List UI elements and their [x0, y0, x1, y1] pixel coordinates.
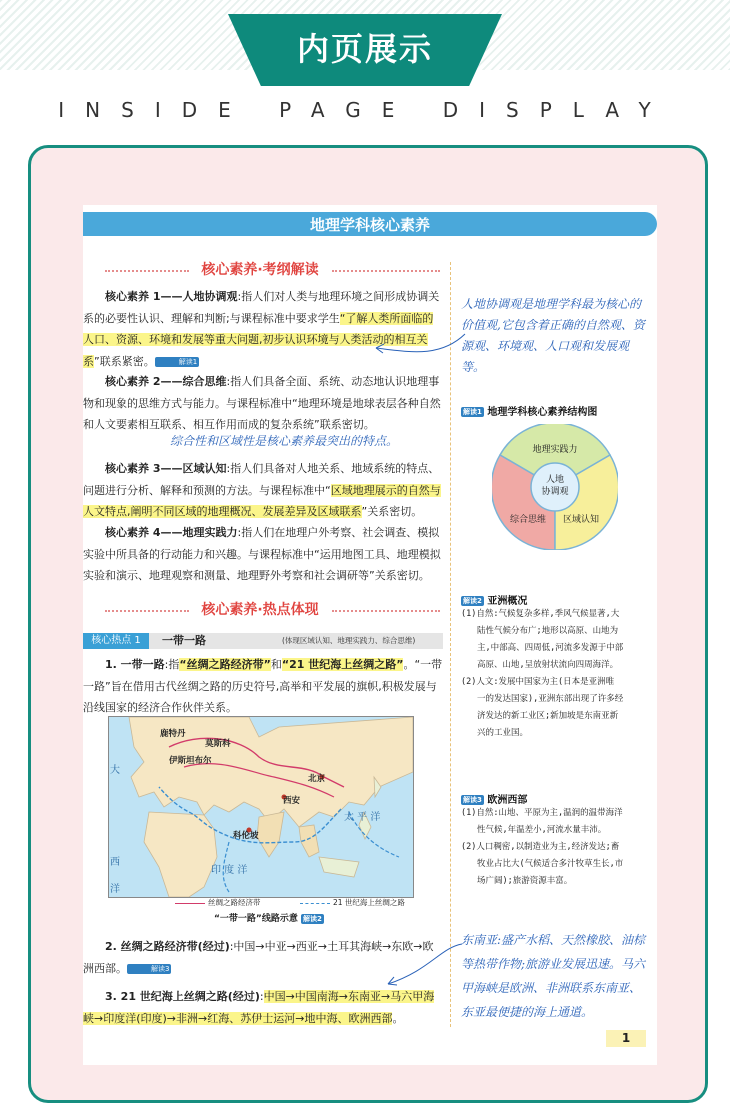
map-label-atlantic-1: 大 — [110, 765, 120, 776]
legend-land-label: 丝绸之路经济带 — [208, 898, 261, 907]
core-literacy-1: 核心素养 1——人地协调观:指人们对人类与地理环境之间形成协调关系的必要性认识、理解和判断;与课程标准中要求学生“了解人类所面临的人口、资源、环境和发展等重大问题,初步认识环境与人类活动的相互关系”联系紧密。 解读1 — [83, 290, 440, 368]
pie-center-label: 人地 协调观 — [541, 475, 569, 497]
core-literacy-3: 核心素养 3——区域认知:指人们具备对人地关系、地域系统的特点、问题进行分析、解释和预测的方法。与课程标准中“区域地理展示的自然与人文特点,阐明不同区域的地理概况、发展差异及区域联系”关系密切。 — [83, 462, 441, 518]
map-caption: “一带一路”线路示意 解读2 — [214, 914, 322, 924]
reading3-title: 解读3 欧洲西部 — [463, 795, 528, 806]
hot-topic-tags: (体现区域认知、地理实践力、综合思维) — [282, 636, 416, 645]
map-label-moscow: 莫斯科 — [205, 739, 231, 749]
dotted-rule — [332, 270, 440, 272]
chapter-banner-title: 地理学科核心素养 — [309, 216, 430, 234]
legend-sea-line — [300, 903, 330, 904]
reading1-title: 解读1 地理学科核心素养结构图 — [463, 407, 598, 418]
maritime-silk-road-route: 3. 21 世纪海上丝绸之路(经过):中国→中国南海→东南亚→马六甲海峡→印度洋(印度)→非洲→红海、苏伊士运河→地中海、欧洲西部。 — [83, 990, 435, 1025]
belt-road-map — [108, 716, 414, 898]
map-label-atlantic-3: 洋 — [110, 884, 120, 895]
belt-road-intro: 1. 一带一路:指“丝绸之路经济带”和“21 世纪海上丝绸之路”。“一带一路”旨在借用古代丝绸之路的历史符号,高举和平发展的旗帜,积极发展与沿线国家的经济合作伙伴关系。 — [83, 658, 443, 714]
header-subtitle: INSIDE PAGE DISPLAY — [58, 98, 672, 122]
map-label-istanbul: 伊斯坦布尔 — [169, 756, 212, 766]
note-arrow-1 — [370, 330, 470, 360]
section-title-2: 核心素养·热点体现 — [201, 602, 319, 618]
column-divider — [450, 262, 451, 1027]
dotted-rule — [105, 270, 189, 272]
pie-label-left: 综合思维 — [509, 515, 546, 525]
hot-topic-label: 核心热点 1 — [83, 633, 149, 649]
core-literacy-2: 核心素养 2——综合思维:指人们具备全面、系统、动态地认识地理事物和现象的思维方式与能力。与课程标准中“地理环境是地球表层各种自然和人文要素相互联系、相互作用而成的复杂系统”联系密切。 — [83, 375, 441, 431]
handwritten-note-center: 综合性和区域性是核心素养最突出的特点。 — [170, 434, 399, 448]
dotted-rule — [332, 610, 440, 612]
map-label-rotterdam: 鹿特丹 — [160, 729, 186, 739]
page-number: 1 — [606, 1030, 646, 1047]
reading-badge[interactable]: 解读3 — [127, 964, 171, 974]
reading2-title: 解读2 亚洲概况 — [463, 596, 528, 607]
handwritten-note-1: 人地协调观是地理学科最为核心的价值观,它包含着正确的自然观、资源观、环境观、人口观和发展观等。 — [461, 297, 645, 374]
map-graphic — [109, 717, 413, 897]
legend-land-line — [175, 903, 205, 904]
header-title: 内页展示 — [296, 30, 433, 68]
map-label-colombo: 科伦坡 — [233, 831, 259, 841]
reading-badge[interactable]: 解读2 — [463, 597, 482, 605]
legend-sea-label: 21 世纪海上丝绸之路 — [333, 898, 405, 907]
dotted-rule — [105, 610, 189, 612]
map-label-beijing: 北京 — [308, 774, 326, 784]
map-label-atlantic-2: 西 — [110, 857, 120, 868]
reading2-text: (1)自然:气候复杂多样,季风气候显著,大 陆性气候分布广;地形以高原、山地为 主,中部高、四周低,河流多发源于中部 高原、山地,呈放射状流向四周海洋。 (2)人文:发展中国家为主(日本是亚洲唯 一的发达国家),亚洲东部出现了许多经 济发达的新工业区;新加坡是东南亚新 兴的工业国。 — [461, 609, 624, 738]
reading-badge[interactable]: 解读1 — [463, 408, 482, 416]
reading-badge[interactable]: 解读3 — [463, 796, 482, 804]
reading-badge[interactable]: 解读1 — [155, 357, 199, 367]
map-label-pacific: 太 平 洋 — [344, 812, 381, 823]
map-label-indian: 印 度 洋 — [211, 865, 248, 876]
pie-label-top: 地理实践力 — [532, 445, 578, 455]
reading-badge[interactable]: 解读2 — [302, 914, 322, 923]
hot-topic-name: 一带一路 — [162, 634, 206, 647]
reading3-text: (1)自然:山地、平原为主,温润的温带海洋 性气候,年温差小,河流水量丰沛。 (2)人口稠密,以制造业为主,经济发达;畜 牧业占比大(气候适合多汁牧草生长,市 场广阔);旅游资源丰富。 — [461, 808, 624, 886]
map-label-xian: 西安 — [283, 796, 301, 806]
silk-road-belt-route: 2. 丝绸之路经济带(经过):中国→中亚→西亚→土耳其海峡→东欧→欧洲西部。 解读3 — [83, 940, 434, 975]
handwritten-note-2: 东南亚:盛产水稻、天然橡胶、油棕等热带作物;旅游业发展迅速。马六甲海峡是欧洲、非洲联系东南亚、东亚最便捷的海上通道。 — [461, 933, 646, 1019]
pie-label-right: 区域认知 — [562, 515, 599, 525]
core-literacy-4: 核心素养 4——地理实践力:指人们在地理户外考察、社会调查、模拟实验中所具备的行动能力和兴趣。与课程标准中“运用地图工具、地理模拟实验和演示、地理观察和测量、地理野外考察和社会调研等”关系密切。 — [83, 526, 441, 582]
note-arrow-2 — [380, 940, 466, 990]
section-title-1: 核心素养·考纲解读 — [201, 262, 319, 278]
